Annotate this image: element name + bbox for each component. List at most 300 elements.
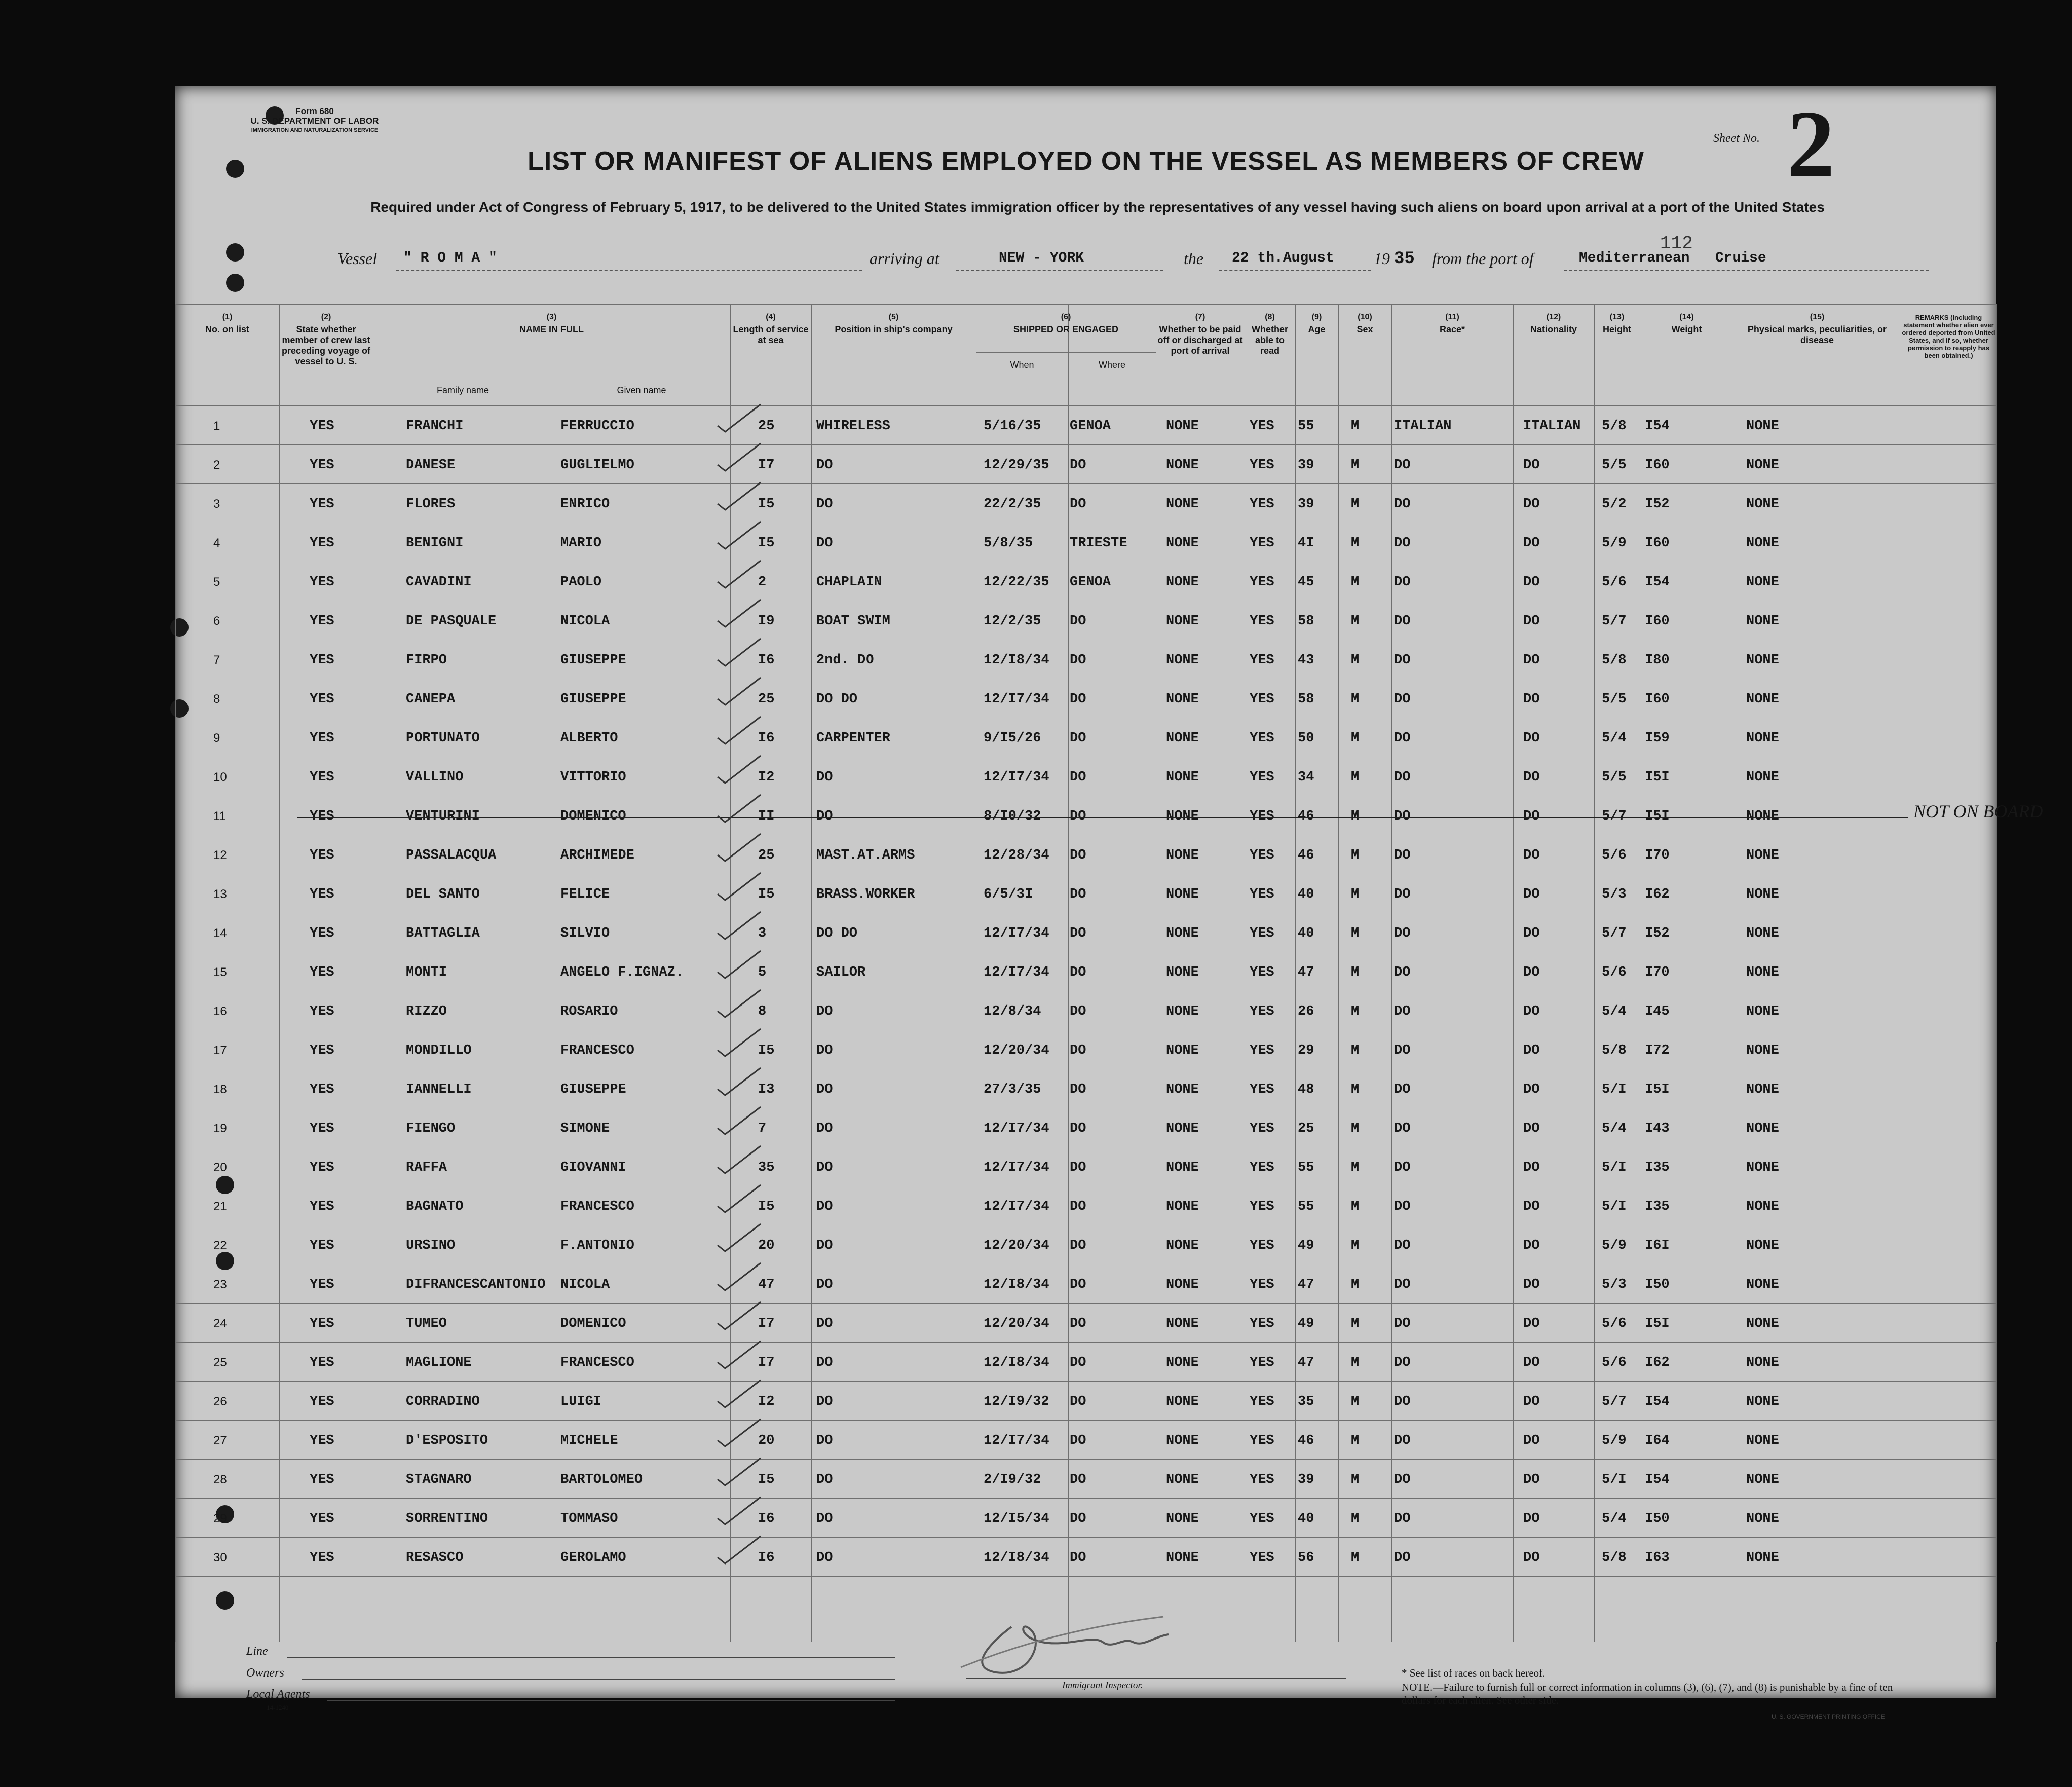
race-cell: DO <box>1394 1550 1411 1566</box>
weight-cell: I60 <box>1645 692 1670 707</box>
previous-voyage-cell: YES <box>310 1004 334 1019</box>
nationality-cell: DO <box>1523 1199 1540 1214</box>
able-to-read-cell: YES <box>1250 770 1274 785</box>
previous-voyage-cell: YES <box>310 1121 334 1136</box>
weight-cell: I54 <box>1645 419 1670 434</box>
position-cell: DO <box>816 1355 833 1370</box>
position-cell: DO <box>816 1043 833 1058</box>
column-header <box>279 312 373 367</box>
nationality-cell: DO <box>1523 1472 1540 1487</box>
shipped-where-cell: DO <box>1070 1238 1086 1253</box>
weight-cell: I6I <box>1645 1238 1670 1253</box>
table-row <box>175 444 1996 483</box>
given-name-cell: LUIGI <box>560 1394 602 1409</box>
column-title: Weight <box>1671 324 1702 334</box>
row-number-cell: 18 <box>213 1083 227 1096</box>
physical-marks-cell: NONE <box>1746 1277 1779 1292</box>
table-row <box>175 757 1996 796</box>
age-cell: 49 <box>1298 1316 1314 1331</box>
family-name-cell: PASSALACQUA <box>406 848 497 863</box>
weight-cell: I70 <box>1645 965 1670 980</box>
column-title: Position in ship's company <box>835 324 953 334</box>
family-name-cell: STAGNARO <box>406 1472 472 1487</box>
position-cell: DO <box>816 1082 833 1097</box>
shipped-when-cell: 12/28/34 <box>984 848 1049 863</box>
check-mark-icon <box>707 947 768 982</box>
height-cell: 5/4 <box>1602 731 1627 746</box>
given-name-cell: BARTOLOMEO <box>560 1472 643 1487</box>
weight-cell: I5I <box>1645 770 1670 785</box>
race-cell: DO <box>1394 1394 1411 1409</box>
sex-cell: M <box>1351 1394 1360 1409</box>
given-name-cell: F.ANTONIO <box>560 1238 634 1253</box>
able-to-read-cell: YES <box>1250 1043 1274 1058</box>
column-number: (11) <box>1445 313 1459 321</box>
race-cell: DO <box>1394 1511 1411 1527</box>
service-length-cell: I5 <box>758 1199 775 1214</box>
race-cell: DO <box>1394 1433 1411 1448</box>
sex-cell: M <box>1351 770 1360 785</box>
position-cell: DO <box>816 1472 833 1487</box>
row-number-cell: 21 <box>213 1200 227 1213</box>
able-to-read-cell: YES <box>1250 458 1274 473</box>
age-cell: 55 <box>1298 1199 1314 1214</box>
shipped-where-cell: DO <box>1070 1160 1086 1175</box>
physical-marks-cell: NONE <box>1746 1004 1779 1019</box>
age-cell: 58 <box>1298 692 1314 707</box>
height-cell: 5/6 <box>1602 965 1627 980</box>
vessel-name: " R O M A " <box>403 250 497 266</box>
nationality-cell: DO <box>1523 809 1540 824</box>
arrival-date: 22 th.August <box>1232 250 1334 266</box>
check-mark-icon <box>707 1259 768 1294</box>
manifest-sheet <box>175 86 2043 1720</box>
table-row <box>175 835 1996 874</box>
paid-off-cell: NONE <box>1166 497 1199 512</box>
row-number-cell: 15 <box>213 965 227 979</box>
family-name-cell: IANNELLI <box>406 1082 472 1097</box>
previous-voyage-cell: YES <box>310 1199 334 1214</box>
family-name-cell: DE PASQUALE <box>406 614 497 629</box>
column-header <box>811 312 976 335</box>
given-name-cell: ANGELO F.IGNAZ. <box>560 965 684 980</box>
weight-cell: I35 <box>1645 1199 1670 1214</box>
from-label: from the port of <box>1432 249 1534 268</box>
position-cell: BRASS.WORKER <box>816 887 915 902</box>
age-cell: 46 <box>1298 1433 1314 1448</box>
nationality-cell: DO <box>1523 1394 1540 1409</box>
position-cell: DO <box>816 1550 833 1566</box>
column-header <box>1338 312 1391 335</box>
physical-marks-cell: NONE <box>1746 575 1779 590</box>
sex-cell: M <box>1351 809 1360 824</box>
column-title: Age <box>1308 324 1326 334</box>
able-to-read-cell: YES <box>1250 614 1274 629</box>
shipped-where-cell: DO <box>1070 1004 1086 1019</box>
row-number-cell: 9 <box>213 731 220 745</box>
weight-cell: I72 <box>1645 1043 1670 1058</box>
physical-marks-cell: NONE <box>1746 1550 1779 1566</box>
previous-voyage-cell: YES <box>310 1316 334 1331</box>
family-name-cell: DIFRANCESCANTONIO <box>406 1277 546 1292</box>
arriving-label: arriving at <box>870 249 939 268</box>
race-cell: DO <box>1394 497 1411 512</box>
height-cell: 5/7 <box>1602 926 1627 941</box>
physical-marks-cell: NONE <box>1746 809 1779 824</box>
row-number-cell: 3 <box>213 497 220 511</box>
age-cell: 49 <box>1298 1238 1314 1253</box>
service-length-cell: I6 <box>758 1511 775 1527</box>
row-number-cell: 27 <box>213 1434 227 1447</box>
line-label: Line <box>246 1645 268 1658</box>
check-mark-icon <box>707 1454 768 1490</box>
family-name-cell: BENIGNI <box>406 536 464 551</box>
sex-cell: M <box>1351 1316 1360 1331</box>
family-name-cell: FIENGO <box>406 1121 456 1136</box>
table-row <box>175 913 1996 952</box>
table-row <box>175 1108 1996 1147</box>
shipped-where-cell: DO <box>1070 1472 1086 1487</box>
sex-cell: M <box>1351 965 1360 980</box>
column-number: (14) <box>1679 313 1694 321</box>
nationality-cell: DO <box>1523 887 1540 902</box>
column-number: (10) <box>1358 313 1372 321</box>
position-cell: DO <box>816 1160 833 1175</box>
race-cell: DO <box>1394 536 1411 551</box>
nationality-cell: DO <box>1523 1082 1540 1097</box>
given-name-cell: GUGLIELMO <box>560 458 634 473</box>
row-number-cell: 24 <box>213 1317 227 1330</box>
row-number-cell: 13 <box>213 887 227 901</box>
race-cell: DO <box>1394 653 1411 668</box>
sex-cell: M <box>1351 1550 1360 1566</box>
service-length-cell: 47 <box>758 1277 775 1292</box>
race-cell: DO <box>1394 926 1411 941</box>
row-number-cell: 1 <box>213 419 220 433</box>
table-row <box>175 1381 1996 1420</box>
position-cell: CHAPLAIN <box>816 575 882 590</box>
given-name-cell: NICOLA <box>560 614 610 629</box>
able-to-read-cell: YES <box>1250 1394 1274 1409</box>
height-cell: 5/2 <box>1602 497 1627 512</box>
family-name-cell: TUMEO <box>406 1316 447 1331</box>
physical-marks-cell: NONE <box>1746 614 1779 629</box>
previous-voyage-cell: YES <box>310 926 334 941</box>
service-length-cell: I6 <box>758 731 775 746</box>
column-number: (5) <box>888 313 899 321</box>
weight-cell: I43 <box>1645 1121 1670 1136</box>
row-number-cell: 2 <box>213 458 220 472</box>
page-number: 112 <box>1660 233 1693 254</box>
height-cell: 5/7 <box>1602 614 1627 629</box>
height-cell: 5/3 <box>1602 887 1627 902</box>
height-cell: 5/3 <box>1602 1277 1627 1292</box>
age-cell: 40 <box>1298 887 1314 902</box>
check-mark-icon <box>707 908 768 943</box>
printing-office: U. S. GOVERNMENT PRINTING OFFICE <box>1772 1713 1885 1720</box>
paid-off-cell: NONE <box>1166 1316 1199 1331</box>
physical-marks-cell: NONE <box>1746 1199 1779 1214</box>
paid-off-cell: NONE <box>1166 926 1199 941</box>
remarks-cell: NOT ON BOARD <box>1913 801 2043 822</box>
check-mark-icon <box>707 1415 768 1450</box>
table-row <box>175 796 2043 835</box>
nationality-cell: DO <box>1523 965 1540 980</box>
check-mark-icon <box>707 1337 768 1372</box>
row-number-cell: 26 <box>213 1395 227 1408</box>
table-row <box>175 1342 1996 1381</box>
height-cell: 5/I <box>1602 1160 1627 1175</box>
height-cell: 5/5 <box>1602 692 1627 707</box>
given-name-cell: SILVIO <box>560 926 610 941</box>
shipped-where-cell: DO <box>1070 1511 1086 1527</box>
family-name-cell: FLORES <box>406 497 456 512</box>
row-number-cell: 29 <box>213 1512 227 1525</box>
weight-cell: I52 <box>1645 497 1670 512</box>
service-length-cell: I2 <box>758 1394 775 1409</box>
height-cell: 5/5 <box>1602 458 1627 473</box>
column-rule <box>1996 304 1997 1642</box>
race-cell: DO <box>1394 1199 1411 1214</box>
sex-cell: M <box>1351 497 1360 512</box>
document-subtitle: Required under Act of Congress of February 5, 1917, to be delivered to the United States immigration officer by the representatives of any vessel having such aliens on board upon arrival at a port of the United States <box>370 199 1825 215</box>
shipped-where-cell: DO <box>1070 1316 1086 1331</box>
check-mark-icon <box>707 400 768 436</box>
nationality-cell: DO <box>1523 458 1540 473</box>
position-cell: DO <box>816 1316 833 1331</box>
shipped-when-cell: 22/2/35 <box>984 497 1041 512</box>
race-cell: DO <box>1394 1082 1411 1097</box>
weight-cell: I54 <box>1645 1394 1670 1409</box>
column-title: Height <box>1603 324 1631 334</box>
service-length-cell: I7 <box>758 458 775 473</box>
form-number: Form 680 <box>295 106 334 116</box>
service-length-cell: I3 <box>758 1082 775 1097</box>
paid-off-cell: NONE <box>1166 1082 1199 1097</box>
given-name-cell: FRANCESCO <box>560 1355 634 1370</box>
check-mark-icon <box>707 635 768 670</box>
able-to-read-cell: YES <box>1250 1004 1274 1019</box>
position-cell: DO <box>816 1277 833 1292</box>
height-cell: 5/5 <box>1602 770 1627 785</box>
sex-cell: M <box>1351 1277 1360 1292</box>
table-row <box>175 1069 1996 1108</box>
age-cell: 43 <box>1298 653 1314 668</box>
table-row <box>175 1303 1996 1342</box>
paid-off-cell: NONE <box>1166 1394 1199 1409</box>
previous-voyage-cell: YES <box>310 536 334 551</box>
nationality-cell: DO <box>1523 653 1540 668</box>
paid-off-cell: NONE <box>1166 1355 1199 1370</box>
nationality-cell: DO <box>1523 1550 1540 1566</box>
sex-cell: M <box>1351 1043 1360 1058</box>
previous-voyage-cell: YES <box>310 731 334 746</box>
previous-voyage-cell: YES <box>310 1550 334 1566</box>
column-number: (12) <box>1546 313 1561 321</box>
physical-marks-cell: NONE <box>1746 965 1779 980</box>
column-title: Sex <box>1357 324 1373 334</box>
physical-marks-cell: NONE <box>1746 848 1779 863</box>
family-name-cell: DEL SANTO <box>406 887 480 902</box>
column-number: (15) <box>1810 313 1825 321</box>
height-cell: 5/9 <box>1602 1433 1627 1448</box>
previous-voyage-cell: YES <box>310 458 334 473</box>
service-length-cell: 25 <box>758 848 775 863</box>
family-name-cell: BAGNATO <box>406 1199 464 1214</box>
able-to-read-cell: YES <box>1250 1433 1274 1448</box>
document-title: LIST OR MANIFEST OF ALIENS EMPLOYED ON THE VESSEL AS MEMBERS OF CREW <box>528 146 1644 176</box>
sex-cell: M <box>1351 575 1360 590</box>
inspector-label: Immigrant Inspector. <box>1062 1680 1143 1691</box>
weight-cell: I45 <box>1645 1004 1670 1019</box>
sex-cell: M <box>1351 1238 1360 1253</box>
column-title: No. on list <box>205 324 249 334</box>
position-cell: DO <box>816 770 833 785</box>
race-cell: DO <box>1394 1355 1411 1370</box>
position-cell: CARPENTER <box>816 731 890 746</box>
able-to-read-cell: YES <box>1250 848 1274 863</box>
sex-cell: M <box>1351 1121 1360 1136</box>
column-header <box>1901 312 1996 359</box>
paid-off-cell: NONE <box>1166 614 1199 629</box>
form-code: 14-1240 <box>267 1704 289 1711</box>
check-mark-icon <box>707 674 768 709</box>
physical-marks-cell: NONE <box>1746 1316 1779 1331</box>
column-number: (9) <box>1311 313 1322 321</box>
table-row <box>175 483 1996 523</box>
paid-off-cell: NONE <box>1166 692 1199 707</box>
given-name-cell: GEROLAMO <box>560 1550 626 1566</box>
race-cell: DO <box>1394 1043 1411 1058</box>
table-row <box>175 718 1996 757</box>
shipped-where-cell: DO <box>1070 887 1086 902</box>
race-cell: DO <box>1394 731 1411 746</box>
race-cell: ITALIAN <box>1394 419 1452 434</box>
family-name-cell: PORTUNATO <box>406 731 480 746</box>
sex-cell: M <box>1351 887 1360 902</box>
table-row <box>175 640 1996 679</box>
age-cell: 55 <box>1298 1160 1314 1175</box>
family-name-cell: RESASCO <box>406 1550 464 1566</box>
weight-cell: I50 <box>1645 1511 1670 1527</box>
race-cell: DO <box>1394 692 1411 707</box>
row-rule <box>175 304 1996 305</box>
shipped-where-cell: DO <box>1070 1121 1086 1136</box>
height-cell: 5/6 <box>1602 848 1627 863</box>
height-cell: 5/6 <box>1602 1355 1627 1370</box>
row-number-cell: 19 <box>213 1122 227 1135</box>
shipped-where-cell: DO <box>1070 926 1086 941</box>
able-to-read-cell: YES <box>1250 1472 1274 1487</box>
physical-marks-cell: NONE <box>1746 1511 1779 1527</box>
weight-cell: I60 <box>1645 536 1670 551</box>
check-mark-icon <box>707 556 768 592</box>
race-cell: DO <box>1394 848 1411 863</box>
able-to-read-cell: YES <box>1250 1511 1274 1527</box>
paid-off-cell: NONE <box>1166 770 1199 785</box>
check-mark-icon <box>707 1142 768 1177</box>
nationality-cell: DO <box>1523 1160 1540 1175</box>
check-mark-icon <box>707 1025 768 1060</box>
column-title: REMARKS (Including statement whether alien ever ordered deported from United States, and if so, whether permission to reapply has been obtained.) <box>1902 314 1995 359</box>
previous-voyage-cell: YES <box>310 575 334 590</box>
column-title: Whether to be paid off or discharged at port of arrival <box>1157 324 1243 356</box>
nationality-cell: DO <box>1523 1004 1540 1019</box>
column-subheader: Family name <box>436 385 489 395</box>
position-cell: DO DO <box>816 692 858 707</box>
weight-cell: I62 <box>1645 1355 1670 1370</box>
weight-cell: I60 <box>1645 458 1670 473</box>
family-name-cell: FIRPO <box>406 653 447 668</box>
physical-marks-cell: NONE <box>1746 887 1779 902</box>
column-title: Nationality <box>1530 324 1577 334</box>
row-number-cell: 28 <box>213 1473 227 1486</box>
position-cell: DO <box>816 458 833 473</box>
weight-cell: I70 <box>1645 848 1670 863</box>
column-title: NAME IN FULL <box>519 324 584 334</box>
able-to-read-cell: YES <box>1250 1316 1274 1331</box>
column-header <box>175 312 279 335</box>
race-cell: DO <box>1394 1277 1411 1292</box>
previous-voyage-cell: YES <box>310 1238 334 1253</box>
age-cell: 25 <box>1298 1121 1314 1136</box>
sex-cell: M <box>1351 926 1360 941</box>
given-name-cell: GIOVANNI <box>560 1160 626 1175</box>
row-number-cell: 5 <box>213 575 220 589</box>
given-name-cell: GIUSEPPE <box>560 692 626 707</box>
service-length-cell: 20 <box>758 1433 775 1448</box>
shipped-when-cell: 12/29/35 <box>984 458 1049 473</box>
family-name-cell: CORRADINO <box>406 1394 480 1409</box>
strike-through-line <box>297 817 1908 818</box>
family-name-cell: VENTURINI <box>406 809 480 824</box>
row-number-cell: 4 <box>213 536 220 550</box>
service-length-cell: 7 <box>758 1121 767 1136</box>
family-name-cell: MONTI <box>406 965 447 980</box>
check-mark-icon <box>707 1103 768 1138</box>
row-number-cell: 22 <box>213 1239 227 1252</box>
age-cell: 46 <box>1298 809 1314 824</box>
table-row <box>175 874 1996 913</box>
shipped-when-cell: 12/I7/34 <box>984 1121 1049 1136</box>
row-number-cell: 20 <box>213 1161 227 1174</box>
position-cell: DO <box>816 1121 833 1136</box>
age-cell: 47 <box>1298 965 1314 980</box>
shipped-where-cell: DO <box>1070 1199 1086 1214</box>
shipped-where-cell: DO <box>1070 1082 1086 1097</box>
physical-marks-cell: NONE <box>1746 926 1779 941</box>
row-number-cell: 14 <box>213 926 227 940</box>
sex-cell: M <box>1351 848 1360 863</box>
inspector-signature <box>951 1607 1194 1683</box>
previous-voyage-cell: YES <box>310 1277 334 1292</box>
check-mark-icon <box>707 478 768 514</box>
the-label: the <box>1184 249 1204 268</box>
shipped-when-cell: 12/2/35 <box>984 614 1041 629</box>
shipped-where-cell: DO <box>1070 1043 1086 1058</box>
paid-off-cell: NONE <box>1166 575 1199 590</box>
previous-voyage-cell: YES <box>310 614 334 629</box>
shipped-when-cell: 12/I7/34 <box>984 926 1049 941</box>
nationality-cell: DO <box>1523 536 1540 551</box>
shipped-where-cell: DO <box>1070 965 1086 980</box>
paid-off-cell: NONE <box>1166 458 1199 473</box>
sex-cell: M <box>1351 692 1360 707</box>
able-to-read-cell: YES <box>1250 536 1274 551</box>
physical-marks-cell: NONE <box>1746 536 1779 551</box>
table-row <box>175 1498 1996 1537</box>
age-cell: 45 <box>1298 575 1314 590</box>
